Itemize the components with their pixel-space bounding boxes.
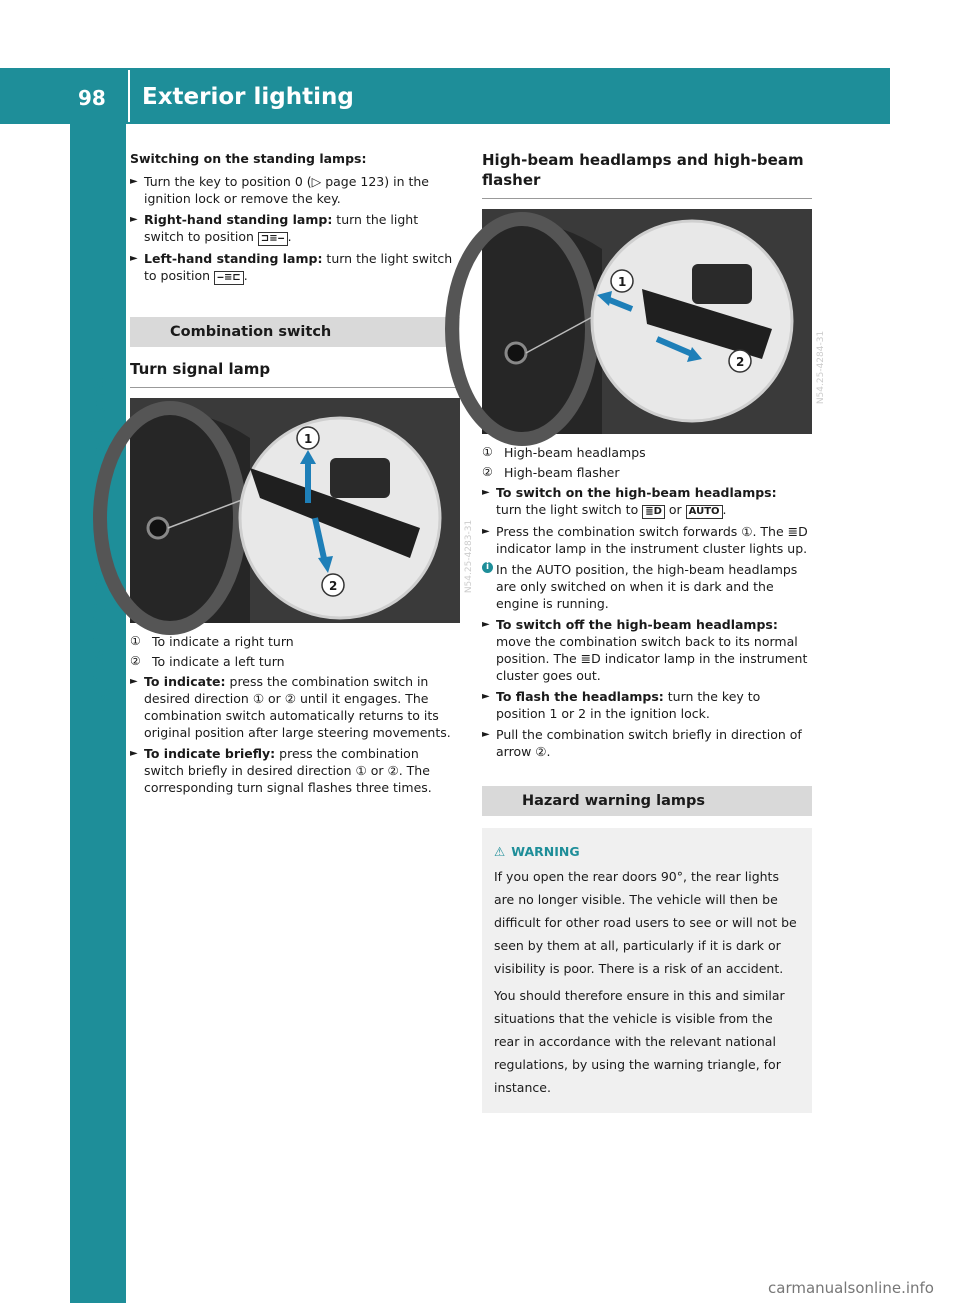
warning-box [482, 828, 812, 1113]
figure-callout-1: 1 [618, 275, 627, 289]
warning-heading: ⚠ WARNING [494, 840, 802, 863]
turn-signal-illustration [130, 398, 460, 623]
high-beam-figure [482, 209, 826, 434]
warning-paragraph-1: If you open the rear doors 90°, the rear lights are no longer visible. The vehicle will then be difficult for other road users to see or will not be seen by them at all, particularly if it is dark or visibility is poor. There is a risk of an accident. [494, 869, 797, 976]
hazard-warning-section: Hazard warning lamps [482, 786, 812, 816]
right-column [482, 150, 826, 1113]
standing-bullet-3: ► Left-hand standing lamp: turn the light switch to position ‒≡⊏ . [130, 250, 460, 285]
turn-signal-figure [130, 398, 474, 623]
standing-bullet-2: ► Right-hand standing lamp: turn the light switch to position ⊐≡‒ . [130, 211, 460, 246]
right-standing-lamp-icon: ⊐≡‒ [258, 232, 288, 246]
indicate-briefly-bullet: ► To indicate briefly: press the combination switch briefly in desired direction ① or ②. The corresponding turn signal flashes three times. [130, 745, 460, 796]
high-beam-icon: ≣D [642, 505, 665, 519]
switch-on-bullet: ► To switch on the high-beam headlamps: turn the light switch to ≣D or AUTO . [482, 484, 812, 519]
left-standing-lamp-icon: ‒≡⊏ [214, 271, 244, 285]
side-tab-text: Lights and windshield wipers [86, 377, 110, 723]
figure-callout-2: 2 [329, 579, 338, 593]
warning-paragraph-2: You should therefore ensure in this and similar situations that the vehicle is visible from the rear in accordance with the relevant national regulations, by using the warning triangle, for instance. [494, 988, 785, 1095]
header-bar [0, 68, 890, 124]
auto-icon: AUTO [686, 505, 723, 519]
auto-info: i In the AUTO position, the high-beam headlamps are only switched on when it is dark and the engine is running. [482, 561, 812, 612]
legend-item-1: ① To indicate a right turn [130, 634, 294, 649]
switch-off-bullet: ► To switch off the high-beam headlamps: move the combination switch back to its normal position. The ≣D indicator lamp in the instrument cluster goes out. [482, 616, 812, 684]
indicate-bullet: ► To indicate: press the combination switch in desired direction ① or ② until it engages. The combination switch automatically returns to its original position after large steering movements. [130, 673, 460, 741]
press-forward-bullet: ► Press the combination switch forwards ①. The ≣D indicator lamp in the instrument cluster lights up. [482, 523, 812, 557]
pull-bullet: ► Pull the combination switch briefly in direction of arrow ②. [482, 726, 812, 760]
figure-callout-2: 2 [736, 355, 745, 369]
legend-item-2: ② High-beam flasher [482, 465, 620, 480]
figure-callout-1: 1 [304, 432, 313, 446]
high-beam-title: High-beam headlamps and high-beam flasher [482, 150, 812, 199]
warning-triangle-icon: ⚠ [494, 844, 506, 859]
combination-switch-section: Combination switch [130, 317, 460, 347]
legend-item-2: ② To indicate a left turn [130, 654, 285, 669]
header-divider [128, 70, 130, 122]
watermark: carmanualsonline.info [768, 1279, 934, 1297]
info-icon: i [482, 562, 493, 573]
legend-item-1: ① High-beam headlamps [482, 445, 646, 460]
high-beam-illustration [482, 209, 812, 434]
standing-bullet-1: ► Turn the key to position 0 (▷ page 123) in the ignition lock or remove the key. [130, 173, 460, 207]
page-title: Exterior lighting [142, 84, 354, 110]
turn-signal-title: Turn signal lamp [130, 359, 460, 388]
figure-code: N54.25-4284-31 [815, 330, 826, 405]
page-number: 98 [78, 86, 106, 110]
figure-code: N54.25-4283-31 [463, 519, 474, 594]
standing-heading: Switching on the standing lamps: [130, 151, 367, 166]
flash-bullet: ► To flash the headlamps: turn the key to position 1 or 2 in the ignition lock. [482, 688, 812, 722]
left-column [130, 150, 474, 800]
